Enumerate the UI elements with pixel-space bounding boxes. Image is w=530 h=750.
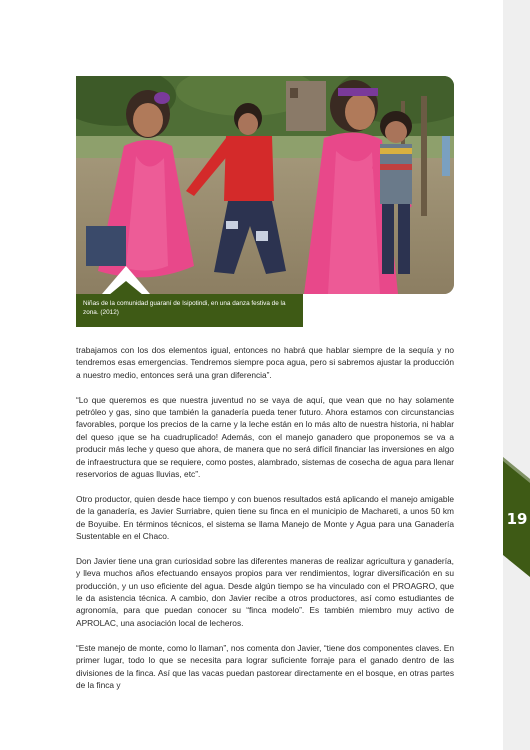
article-body [76,344,454,704]
paragraph-1: trabajamos con los dos elementos igual, entonces no habrá que hablar siempre de la sequía y no tendremos esas emergencias. Tendremos siempre poca agua, pero si sabremos ajustar la producción a nuestro medio, entonces será una gran diferencia”. [76,345,454,380]
photo-caption: Niñas de la comunidad guaraní de Isipotindi, en una danza festiva de la zona. (2012) [76,294,303,327]
paragraph-5: “Este manejo de monte, como lo llaman”, nos comenta don Javier, “tiene dos componentes claves. En primer lugar, todo lo que se necesita para lograr suficiente forraje para el ganado dentro de las divisiones de la finca. Así que las vacas puedan pastorear directamente en el bosque, en otras partes de la finca y [76,642,454,690]
paragraph-2: “Lo que queremos es que nuestra juventud no se vaya de aquí, que vean que no hay solamente petróleo y gas, sino que también la ganadería pueda tener futuro. Ahora estamos con circunstancias favorables, porque los precios de la carne y la leche están en lo más alto de nuestra historia, ni hablar del queso ¡que se ha cuadruplicado! Además, con el manejo ganadero que proponemos se va a producir más leche y queso que ahora, de manera que no será difícil financiar las inversiones en algo de infraestructura que se requiere, como postes, alambrado, sistemas de cosecha de agua para llenar reservorios de aguas lluvias, etc”. [76,394,455,480]
photo-girls-dancing [76,76,454,294]
paragraph-4: Don Javier tiene una gran curiosidad sobre las diferentes maneras de realizar agricultura y ganadería, y lleva muchos años efectuando ensayos propios para ver rendimientos, lograr diversificación en su producción, y un uso eficiente del agua. Desde algún tiempo se ha vinculado con el PROAGRO, que le da asistencia técnica. A cambio, don Javier recibe a otros productores, así como estudiantes de agronomía, para que puedan conocer su “finca modelo”. Es también miembro muy activo de APROLAC, una asociación local de lecheros. [76,555,454,628]
side-margin-strip [503,0,530,750]
page-number: 19 [506,510,528,528]
caption-notch-inner [109,281,143,295]
paragraph-3: Otro productor, quien desde hace tiempo y con buenos resultados está aplicando el manejo amigable de la ganadería, es Javier Surriabre, quien tiene su finca en el municipio de Machareti, a unos 50 km de Boyuibe. En términos técnicos, el sistema se llama Manejo de Monte y Agua para una Ganadería Sustentable en el Chaco. [76,493,454,542]
